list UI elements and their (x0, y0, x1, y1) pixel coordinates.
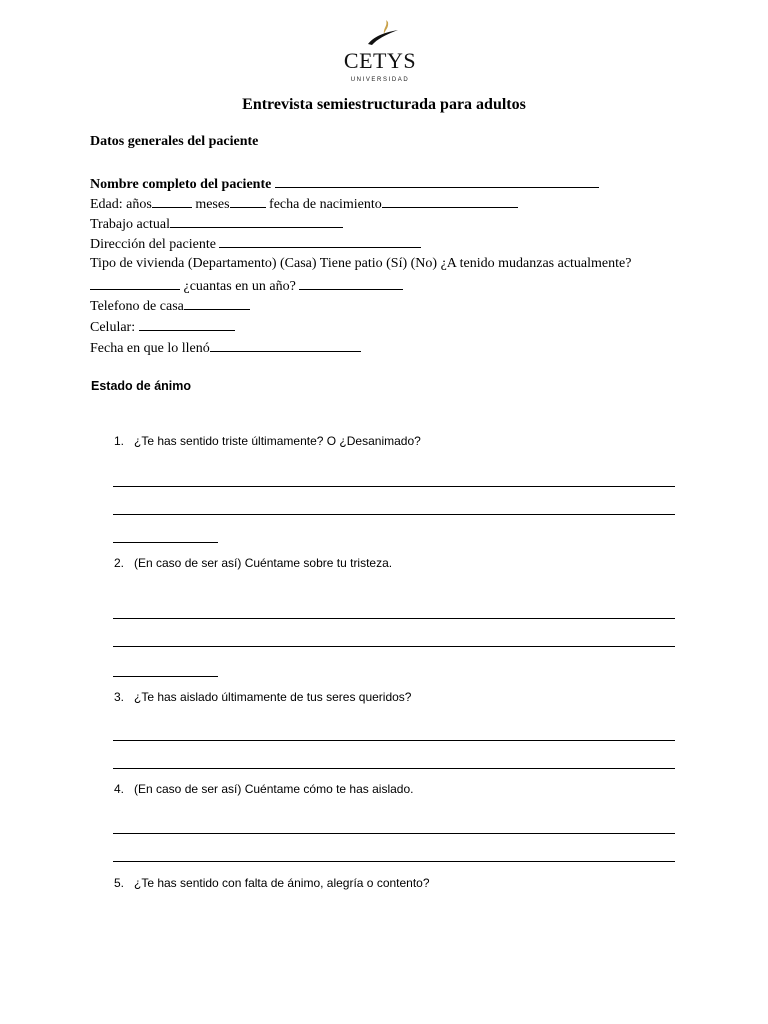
question-4 (114, 781, 413, 797)
answer-line[interactable] (113, 740, 675, 741)
field-telefono (90, 296, 250, 316)
question-5-number: 5. (114, 876, 125, 890)
logo-brand: CETYS (343, 48, 417, 73)
telefono-blank[interactable] (184, 296, 250, 310)
celular-blank[interactable] (139, 317, 235, 331)
answer-line[interactable] (113, 861, 675, 862)
field-telefono-label: Telefono de casa (90, 299, 184, 314)
field-trabajo-label: Trabajo actual (90, 217, 170, 232)
logo-subtitle: UNIVERSIDAD (350, 77, 410, 83)
field-fecha-nac-label: fecha de nacimiento (269, 197, 382, 212)
question-1 (114, 433, 421, 449)
question-5-text: ¿Te has sentido con falta de ánimo, alegría o contento? (134, 876, 430, 890)
field-meses-label: meses (195, 197, 230, 212)
field-edad-label: Edad: años (90, 197, 152, 212)
answer-line[interactable] (113, 542, 218, 543)
section-animo-heading: Estado de ánimo (91, 379, 192, 393)
question-3 (114, 689, 411, 705)
field-nombre-label: Nombre completo del paciente (90, 177, 272, 192)
direccion-blank[interactable] (219, 234, 421, 248)
field-direccion-label: Dirección del paciente (90, 237, 216, 252)
fecha-lleno-blank[interactable] (210, 338, 361, 352)
field-direccion (90, 234, 421, 254)
answer-line[interactable] (113, 768, 675, 769)
question-1-number: 1. (114, 434, 125, 448)
nombre-blank[interactable] (275, 174, 599, 188)
question-4-number: 4. (114, 782, 125, 796)
field-cuantas-label: ¿cuantas en un año? (183, 279, 296, 294)
answer-line[interactable] (113, 676, 218, 677)
question-3-number: 3. (114, 690, 125, 704)
field-vivienda-label: Tipo de vivienda (Departamento) (Casa) Tiene patio (Sí) (No) ¿A tenido mudanzas actualmente? (90, 256, 632, 271)
answer-line[interactable] (113, 618, 675, 619)
mudanzas-blank[interactable] (90, 276, 180, 290)
flame-icon (364, 18, 400, 48)
edad-blank[interactable] (152, 194, 192, 208)
field-fecha-lleno (90, 338, 361, 358)
field-celular-label: Celular: (90, 320, 136, 335)
question-4-text: (En caso de ser así) Cuéntame cómo te has aislado. (134, 782, 414, 796)
answer-line[interactable] (113, 646, 675, 647)
question-2-text: (En caso de ser así) Cuéntame sobre tu tristeza. (134, 556, 393, 570)
fecha-nac-blank[interactable] (382, 194, 518, 208)
field-celular (90, 317, 235, 337)
question-1-text: ¿Te has sentido triste últimamente? O ¿Desanimado? (134, 434, 421, 448)
field-trabajo (90, 214, 343, 234)
field-fecha-lleno-label: Fecha en que lo llenó (90, 341, 210, 356)
question-3-text: ¿Te has aislado últimamente de tus seres queridos? (134, 690, 412, 704)
question-5 (114, 875, 430, 891)
cetys-logo (340, 18, 420, 84)
section-general-heading: Datos generales del paciente (90, 134, 259, 149)
answer-line[interactable] (113, 486, 675, 487)
trabajo-blank[interactable] (170, 214, 343, 228)
cuantas-blank[interactable] (299, 276, 403, 290)
field-cuantas (90, 276, 403, 296)
question-2 (114, 555, 392, 571)
answer-line[interactable] (113, 833, 675, 834)
answer-line[interactable] (113, 514, 675, 515)
question-2-number: 2. (114, 556, 125, 570)
meses-blank[interactable] (230, 194, 266, 208)
field-nombre (90, 174, 599, 194)
field-edad (90, 194, 518, 214)
page-title: Entrevista semiestructurada para adultos (242, 96, 526, 113)
field-vivienda (90, 255, 631, 273)
